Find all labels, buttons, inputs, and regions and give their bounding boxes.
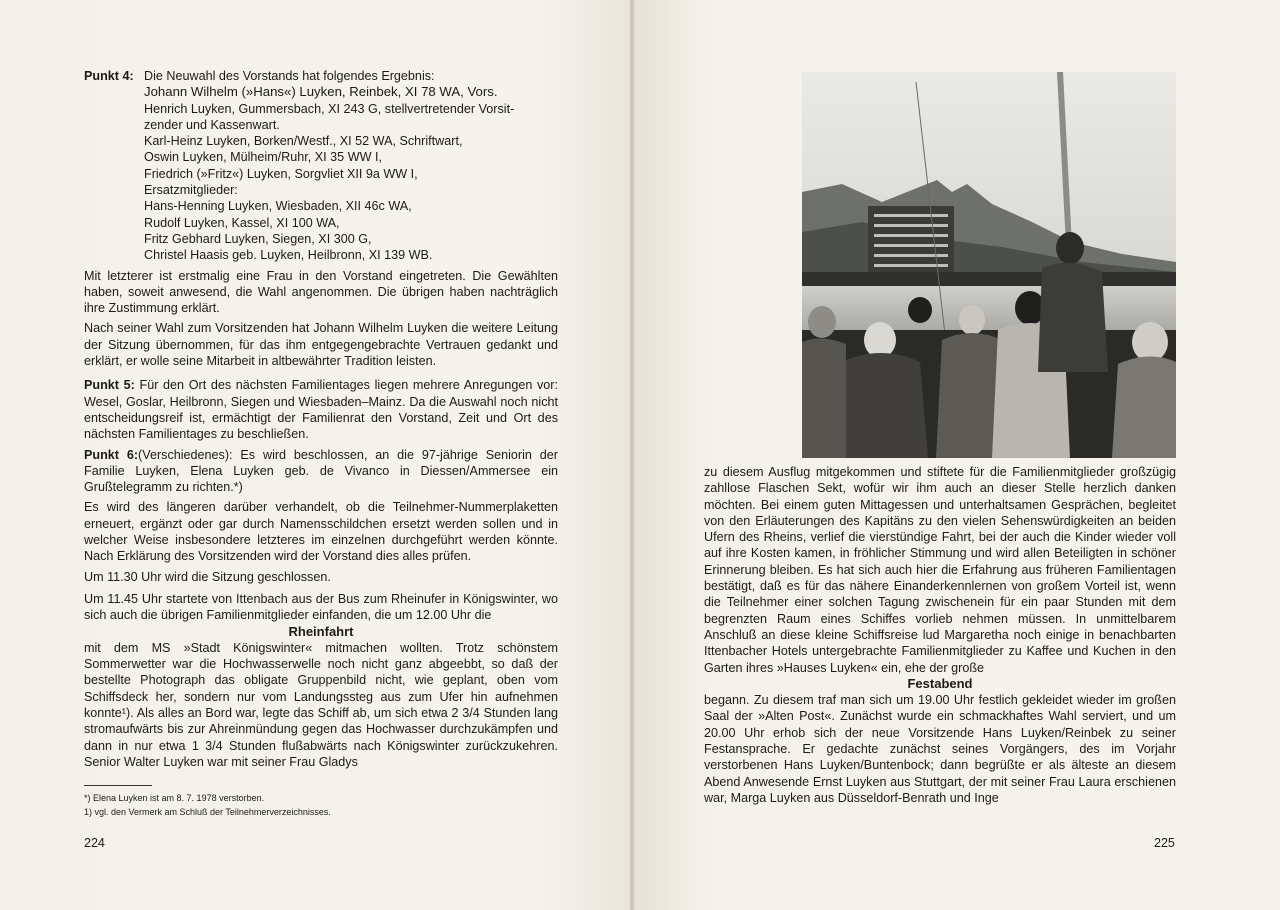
punkt6-paragraph <box>84 447 558 496</box>
board-member-line: Fritz Gebhard Luyken, Siegen, XI 300 G, <box>144 231 372 246</box>
punkt4-intro: Die Neuwahl des Vorstands hat folgendes Ergebnis: <box>144 69 435 83</box>
punkt5-label: Punkt 5: <box>84 378 135 393</box>
footnote-rule <box>84 785 152 786</box>
board-member-line: Henrich Luyken, Gummersbach, XI 243 G, stellvertretender Vorsit- <box>144 101 515 116</box>
board-member-line: Christel Haasis geb. Luyken, Heilbronn, XI 139 WB. <box>144 248 433 263</box>
board-member-line: Karl-Heinz Luyken, Borken/Westf., XI 52 WA, Schriftwart, <box>144 134 463 149</box>
paragraph: Nach seiner Wahl zum Vorsitzenden hat Johann Wilhelm Luyken die weitere Leitung der Sitzung übernommen, für das ihm entgegengebrachte Vertrauen gedankt und erklärt, er wolle seine Mitarbeit in altbewährter Tradition leisten. <box>84 321 558 369</box>
punkt6-label: Punkt 6: <box>84 447 139 462</box>
punkt6-text: (Verschiedenes): Es wird beschlossen, an die 97-jährige Seniorin der Familie Luyken, Elena Luyken geb. de Vivanco in Diessen/Ammersee ein Grußtelegramm zu richten.*) <box>84 447 558 495</box>
paragraph: begann. Zu diesem traf man sich um 19.00 Uhr festlich gekleidet wieder im großen Saal der »Alten Post«. Zunächst wurde ein schmackhaftes Wahl serviert, und um 20.00 Uhr erhob sich der neue Vorsitzende Hans Luyken/Reinbek zu seiner Festansprache. Er gedachte zunächst seines Vorgängers, des im Vorjahr verstorbenen Hans Luyken/Buntenbock; dann begrüßte er als älteste an diesem Abend Anwesende Ernst Luyken aus Stuttgart, der mit seiner Frau Laura erschienen war, Marga Luyken aus Düsseldorf-Benrath und Inge <box>704 693 1176 805</box>
footnote: *) Elena Luyken ist am 8. 7. 1978 verstorben. <box>84 793 265 803</box>
page-number: 225 <box>1154 836 1175 850</box>
paragraph: Mit letzterer ist erstmalig eine Frau in den Vorstand eingetreten. Die Gewählten haben, soweit anwesend, die Wahl angenommen. Die übrigen haben nachträglich ihre Zustimmung erklärt. <box>84 268 558 316</box>
board-member-line: Johann Wilhelm (»Hans«) Luyken, Reinbek, XI 78 WA, Vors. <box>144 84 498 100</box>
heading-rheinfahrt: Rheinfahrt <box>288 623 354 639</box>
footnote: 1) vgl. den Vermerk am Schluß der Teilnehmerverzeichnisses. <box>84 807 331 817</box>
photo-illustration <box>802 72 1176 458</box>
board-member-line: Oswin Luyken, Mülheim/Ruhr, XI 35 WW I, <box>144 150 382 165</box>
right-text-column <box>704 464 1176 810</box>
board-member-line: Ersatzmitglieder: <box>144 183 238 198</box>
right-page <box>634 0 1280 910</box>
paragraph: Um 11.45 Uhr startete von Ittenbach aus der Bus zum Rheinufer in Königswinter, wo sich auch die übrigen Familienmitglieder einfanden, die um 12.00 Uhr die <box>84 591 558 623</box>
punkt4-label: Punkt 4: <box>84 69 134 83</box>
paragraph: Es wird des längeren darüber verhandelt, ob die Teilnehmer-Nummerplaketten erneuert, ergänzt oder gar durch Namensschildchen ersetzt werden sollen und in welcher Weise insbesondere letzteres im einzelnen durchgeführt werden könnte. Nach Erklärung des Vorsitzenden wird der Vorstand dies alles prüfen. <box>84 500 558 564</box>
page-number: 224 <box>84 836 105 850</box>
heading-festabend: Festabend <box>907 675 973 691</box>
rhine-boat-photo <box>802 72 1176 458</box>
punkt4-entry <box>84 68 558 268</box>
paragraph: zu diesem Ausflug mitgekommen und stiftete für die Familienmitglieder großzügig zahllose Flaschen Sekt, wofür wir ihm auch an dieser Stelle herzlich danken möchten. Bei einem guten Mittagessen und unterhaltsamen Gesprächen, begleitet von den Erläuterungen des Kapitäns zu den vielen Sehenswürdigkeiten an beiden Ufern des Rheins, verlief die vierstündige Fahrt, bei der auch die Kinder wieder voll auf ihre Kosten kamen, in fröhlicher Stimmung und wird allen Beteiligten in schöner Erinnerung bleiben. Es hat sich auch hier die Erfahrung aus früheren Familientagen bestätigt, daß es für das nähere Einanderkennlernen von großem Vorteil ist, wenn die Teilnehmer einer solchen Tagung zwischenein für ein paar Stunden mit dem begrenzten Raum eines Schiffes vorlieb nehmen müssen. In unmittelbarem Anschluß an diese kleine Schiffsreise lud Margaretha noch einige in benachbarten Ittenbacher Hotels untergebrachte Familienmitglieder zu Kaffee und Kuchen in den Garten ihres »Hauses Luyken« ein, ehe der große <box>704 465 1176 675</box>
punkt5-text: Für den Ort des nächsten Familientages liegen mehrere Anregungen vor: Wesel, Goslar, Heilbronn, Siegen und Wiesbaden–Mainz. Da die Auswahl noch nicht entscheidungsreif ist, ermächtigt der Familienrat den Vorstand, Zeit und Ort des nächsten Familientages zu beschließen. <box>84 378 558 442</box>
left-page <box>0 0 630 910</box>
paragraph: mit dem MS »Stadt Königswinter« mitmachen wollten. Trotz schönstem Sommerwetter war die Hochwasserwelle noch nicht ganz abgeebbt, so daß der bestellte Photograph das obligate Gruppenbild nicht, wie geplant, oben vom Schiffsdeck her, sondern nur vom Landungssteg aus zum Ufer hin aufnehmen konnte¹). Als alles an Bord war, legte das Schiff ab, um sich etwa 2 3/4 Stunden lang stromaufwärts bis zur Ahreinmündung gegen das Hochwasser durchzukämpfen und dann in nur etwa 1 3/4 Stunden flußabwärts nach Königswinter zurückzukehren. Senior Walter Luyken war mit seiner Frau Gladys <box>84 640 558 769</box>
board-member-line: Rudolf Luyken, Kassel, XI 100 WA, <box>144 215 340 230</box>
paragraph: Um 11.30 Uhr wird die Sitzung geschlossen. <box>84 569 331 584</box>
board-member-line: zender und Kassenwart. <box>144 117 280 132</box>
board-member-line: Hans-Henning Luyken, Wiesbaden, XII 46c WA, <box>144 199 412 214</box>
board-member-line: Friedrich (»Fritz«) Luyken, Sorgvliet XII 9a WW I, <box>144 166 418 181</box>
left-text-column <box>84 68 558 774</box>
punkt5-paragraph <box>84 377 558 442</box>
